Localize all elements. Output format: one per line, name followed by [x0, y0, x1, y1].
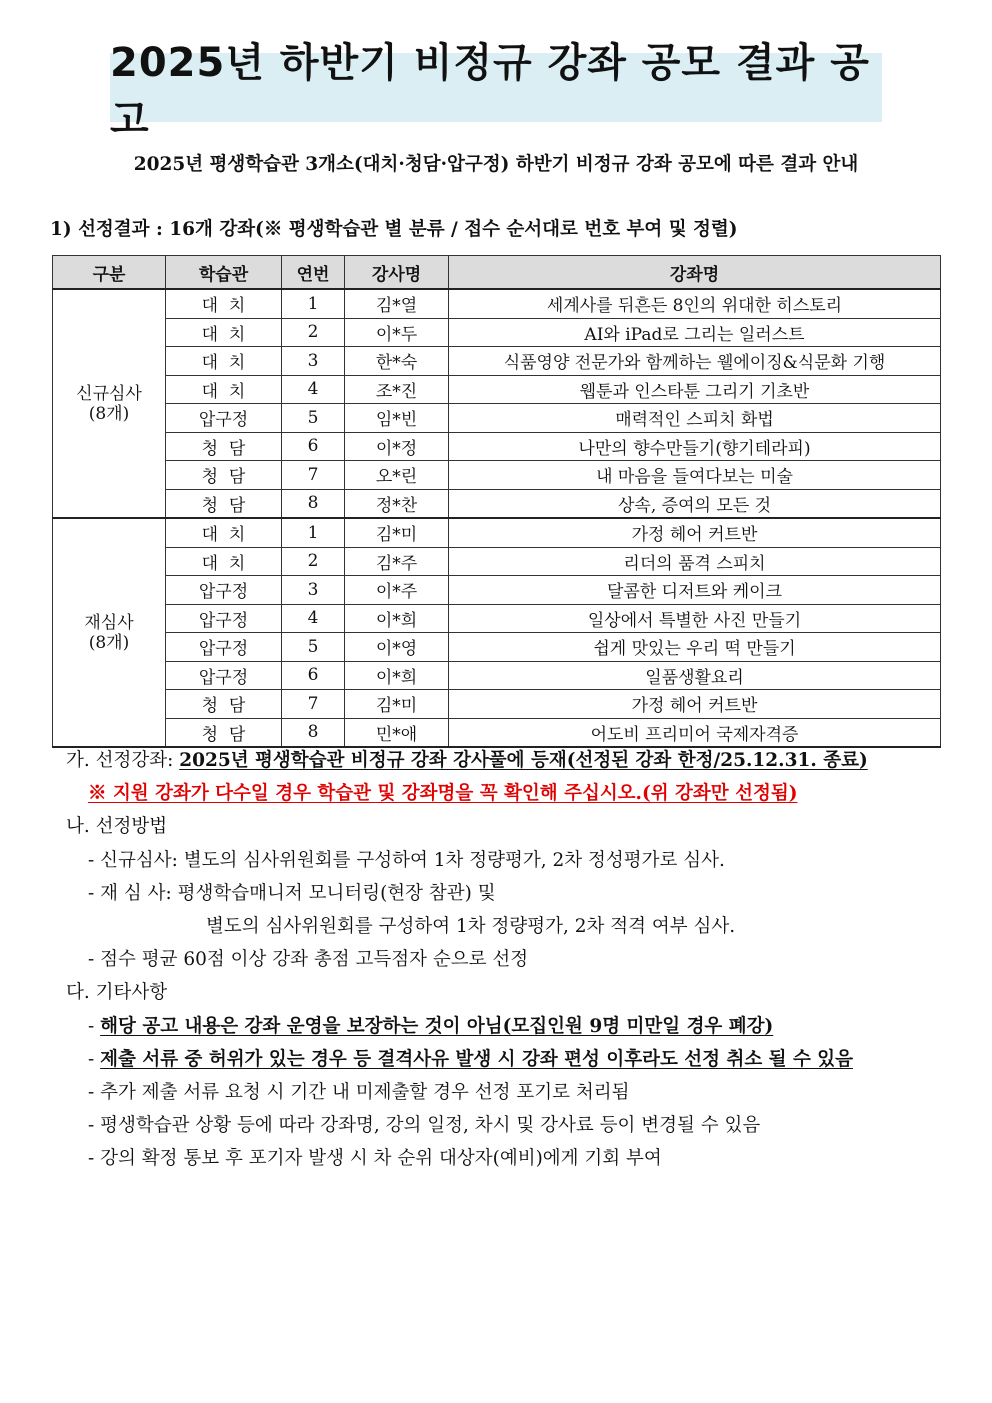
- number-cell: 6: [282, 432, 345, 461]
- category-count: (8개): [88, 632, 130, 653]
- center-cell: 압구정: [166, 576, 282, 605]
- table-row: [53, 633, 941, 662]
- center-cell: 청 담: [166, 718, 282, 747]
- table-row: [53, 718, 941, 747]
- category-label: 재심사: [84, 612, 134, 633]
- section-heading-results: 1) 선정결과 : 16개 강좌(※ 평생학습관 별 분류 / 접수 순서대로 번호 부여 및 정렬): [50, 219, 738, 240]
- header-course: 강좌명: [449, 256, 941, 290]
- center-cell: 대 치: [166, 375, 282, 404]
- center-cell: 압구정: [166, 604, 282, 633]
- subtitle: 2025년 평생학습관 3개소(대치·청담·압구정) 하반기 비정규 강좌 공모에 따른 결과 안내: [133, 154, 859, 175]
- course-cell: 상속, 증여의 모든 것: [449, 489, 941, 518]
- course-cell: 일품생활요리: [449, 661, 941, 690]
- title-banner: [110, 39, 882, 143]
- note-ga: [66, 746, 868, 772]
- course-cell: 세계사를 뒤흔든 8인의 위대한 히스토리: [449, 289, 941, 318]
- number-cell: 8: [282, 489, 345, 518]
- instructor-cell: 이*희: [345, 661, 449, 690]
- header-instructor: 강사명: [345, 256, 449, 290]
- instructor-cell: 조*진: [345, 375, 449, 404]
- da-heading: 다. 기타사항: [66, 982, 168, 1003]
- na-item-re: - 재 심 사: 평생학습매니저 모니터링(현장 참관) 및: [88, 883, 496, 904]
- category-cell: [53, 518, 166, 747]
- na-heading: 나. 선정방법: [66, 816, 168, 837]
- da-item-2: [88, 1045, 853, 1071]
- course-cell: 일상에서 특별한 사진 만들기: [449, 604, 941, 633]
- table-row: [53, 576, 941, 605]
- course-cell: 쉽게 맛있는 우리 떡 만들기: [449, 633, 941, 662]
- da-item-2-dash: -: [88, 1049, 101, 1070]
- number-cell: 5: [282, 633, 345, 662]
- number-cell: 2: [282, 547, 345, 576]
- center-cell: 대 치: [166, 547, 282, 576]
- instructor-cell: 김*미: [345, 690, 449, 719]
- center-cell: 대 치: [166, 347, 282, 376]
- page-title: 2025년 하반기 비정규 강좌 공모 결과 공고: [110, 39, 870, 143]
- table-row: [53, 318, 941, 347]
- da-item-5: - 강의 확정 통보 후 포기자 발생 시 차 순위 대상자(예비)에게 기회 부여: [88, 1148, 662, 1169]
- warning-note: ※ 지원 강좌가 다수일 경우 학습관 및 강좌명을 꼭 확인해 주십시오.(위 강좌만 선정됨): [88, 783, 798, 804]
- da-item-2-text: 제출 서류 중 허위가 있는 경우 등 결격사유 발생 시 강좌 편성 이후라도 선정 취소 될 수 있음: [100, 1049, 853, 1070]
- course-cell: 어도비 프리미어 국제자격증: [449, 718, 941, 747]
- instructor-cell: 한*숙: [345, 347, 449, 376]
- na-item-re-cont: 별도의 심사위원회를 구성하여 1차 정량평가, 2차 적격 여부 심사.: [206, 916, 736, 937]
- number-cell: 4: [282, 604, 345, 633]
- da-item-1-dash: -: [88, 1016, 101, 1037]
- center-cell: 청 담: [166, 461, 282, 490]
- course-cell: 리더의 품격 스피치: [449, 547, 941, 576]
- number-cell: 6: [282, 661, 345, 690]
- table-row: [53, 489, 941, 518]
- center-cell: 대 치: [166, 289, 282, 318]
- group-re-review: [53, 518, 941, 747]
- table-header-row: [53, 256, 941, 290]
- center-cell: 대 치: [166, 318, 282, 347]
- da-item-4: - 평생학습관 상황 등에 따라 강좌명, 강의 일정, 차시 및 강사료 등이 변경될 수 있음: [88, 1115, 761, 1136]
- center-cell: 압구정: [166, 633, 282, 662]
- table-row: [53, 547, 941, 576]
- da-item-3: - 추가 제출 서류 요청 시 기간 내 미제출할 경우 선정 포기로 처리됨: [88, 1082, 630, 1103]
- number-cell: 5: [282, 404, 345, 433]
- header-center: 학습관: [166, 256, 282, 290]
- number-cell: 1: [282, 289, 345, 318]
- results-table: [52, 255, 941, 748]
- number-cell: 3: [282, 347, 345, 376]
- course-cell: AI와 iPad로 그리는 일러스트: [449, 318, 941, 347]
- instructor-cell: 임*빈: [345, 404, 449, 433]
- number-cell: 7: [282, 690, 345, 719]
- instructor-cell: 이*영: [345, 633, 449, 662]
- instructor-cell: 김*열: [345, 289, 449, 318]
- instructor-cell: 김*미: [345, 518, 449, 547]
- na-item-score: - 점수 평균 60점 이상 강좌 총점 고득점자 순으로 선정: [88, 949, 529, 970]
- number-cell: 4: [282, 375, 345, 404]
- center-cell: 청 담: [166, 690, 282, 719]
- table-row: [53, 604, 941, 633]
- header-category: 구분: [53, 256, 166, 290]
- table-row: [53, 347, 941, 376]
- number-cell: 2: [282, 318, 345, 347]
- table-row: [53, 289, 941, 318]
- number-cell: 7: [282, 461, 345, 490]
- instructor-cell: 이*정: [345, 432, 449, 461]
- table-row: [53, 404, 941, 433]
- course-cell: 가정 헤어 커트반: [449, 690, 941, 719]
- category-cell: [53, 289, 166, 518]
- table-row: [53, 375, 941, 404]
- header-number: 연번: [282, 256, 345, 290]
- note-ga-text: 2025년 평생학습관 비정규 강좌 강사풀에 등재(선정된 강좌 한정/25.12.31. 종료): [179, 750, 868, 771]
- na-item-new: - 신규심사: 별도의 심사위원회를 구성하여 1차 정량평가, 2차 정성평가로 심사.: [88, 850, 725, 871]
- instructor-cell: 정*찬: [345, 489, 449, 518]
- table-row: [53, 661, 941, 690]
- course-cell: 달콤한 디저트와 케이크: [449, 576, 941, 605]
- category-label: 신규심사: [76, 383, 142, 404]
- instructor-cell: 민*애: [345, 718, 449, 747]
- course-cell: 웹툰과 인스타툰 그리기 기초반: [449, 375, 941, 404]
- table-row: [53, 461, 941, 490]
- course-cell: 내 마음을 들여다보는 미술: [449, 461, 941, 490]
- da-item-1: [88, 1012, 773, 1038]
- number-cell: 3: [282, 576, 345, 605]
- course-cell: 가정 헤어 커트반: [449, 518, 941, 547]
- center-cell: 청 담: [166, 489, 282, 518]
- instructor-cell: 김*주: [345, 547, 449, 576]
- course-cell: 나만의 향수만들기(향기테라피): [449, 432, 941, 461]
- course-cell: 식품영양 전문가와 함께하는 웰에이징&식문화 기행: [449, 347, 941, 376]
- number-cell: 1: [282, 518, 345, 547]
- center-cell: 압구정: [166, 661, 282, 690]
- center-cell: 압구정: [166, 404, 282, 433]
- instructor-cell: 오*린: [345, 461, 449, 490]
- instructor-cell: 이*주: [345, 576, 449, 605]
- table-row: [53, 432, 941, 461]
- center-cell: 대 치: [166, 518, 282, 547]
- da-item-1-text: 해당 공고 내용은 강좌 운영을 보장하는 것이 아님(모집인원 9명 미만일 경우 폐강): [100, 1016, 774, 1037]
- note-ga-label: 가. 선정강좌:: [66, 750, 180, 771]
- number-cell: 8: [282, 718, 345, 747]
- course-cell: 매력적인 스피치 화법: [449, 404, 941, 433]
- table-row: [53, 518, 941, 547]
- instructor-cell: 이*희: [345, 604, 449, 633]
- center-cell: 청 담: [166, 432, 282, 461]
- group-new-review: [53, 289, 941, 518]
- category-count: (8개): [88, 403, 130, 424]
- table-row: [53, 690, 941, 719]
- instructor-cell: 이*두: [345, 318, 449, 347]
